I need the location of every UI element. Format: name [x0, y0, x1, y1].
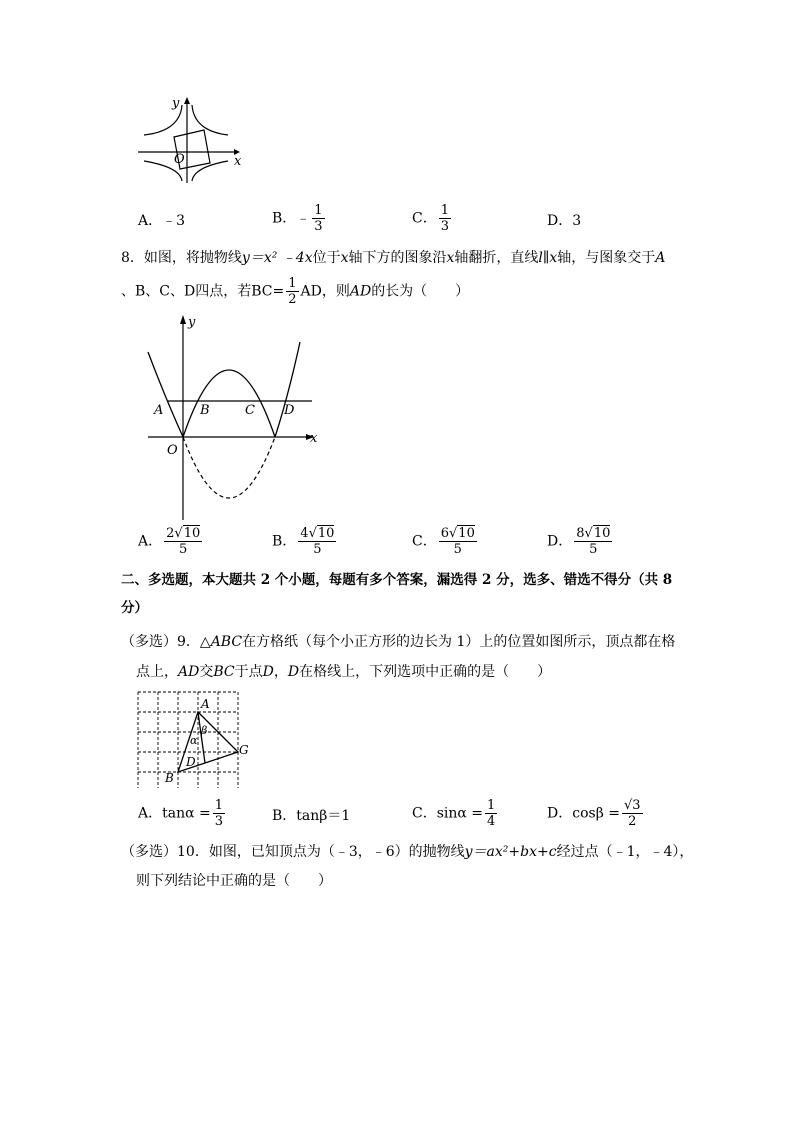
parabola-right-arm	[275, 342, 300, 437]
segment-ad	[198, 712, 208, 763]
q7-option-d: D．3	[547, 213, 582, 229]
origin-label: O	[167, 443, 178, 458]
y-axis-arrow	[184, 97, 190, 104]
point-a-label: A	[154, 403, 164, 418]
q7-option-a: A．﹣3	[138, 213, 186, 229]
q9-figure	[134, 688, 262, 788]
origin-label: O	[174, 152, 185, 167]
label-a: A	[201, 697, 210, 711]
q8-option-a: A． $\frac{2√10}{5}$	[138, 526, 201, 557]
label-alpha: α	[190, 734, 198, 747]
hyperbola-branch	[192, 105, 228, 135]
q10-stem-line1: （多选）10．如图，已知顶点为（﹣3，﹣6）的抛物线y＝ax²+bx+c经过点（﹣1，﹣4），	[121, 844, 694, 860]
q9-option-b: B．tanβ＝1	[272, 808, 351, 824]
y-label: y	[188, 315, 196, 330]
q8-stem-line2: 、B、C、D四点，若BC= $\frac{1}{2}$ AD，则AD的长为（ ）	[121, 276, 470, 307]
q7-figure	[130, 95, 250, 185]
q8-option-c: C． $\frac{6√10}{5}$	[412, 526, 475, 557]
q7-option-c: C． $\frac{1}{3}$	[412, 203, 449, 234]
label-g: G	[239, 743, 249, 757]
flipped-arch	[183, 370, 275, 437]
q9-stem-line2: 点上，AD交BC于点D，D在格线上，下列选项中正确的是（ ）	[136, 664, 552, 680]
q9-option-d: D．cosβ = $\frac{√3}{2}$	[547, 798, 641, 829]
label-d: D	[186, 755, 196, 769]
q9-option-a: A．tanα = $\frac{1}{3}$	[138, 798, 224, 829]
y-label: y	[172, 96, 180, 111]
point-c-label: C	[245, 403, 255, 418]
x-label: x	[234, 154, 242, 169]
hyperbola-branch	[192, 161, 228, 181]
parabola-left-arm	[148, 352, 183, 437]
q10-stem-line2: 则下列结论中正确的是（ ）	[136, 873, 332, 889]
q8-option-d: D． $\frac{8√10}{5}$	[547, 526, 611, 557]
q9-stem-line1: （多选）9．△ABC在方格纸（每个小正方形的边长为 1）上的位置如图所示，顶点都在格	[121, 634, 676, 650]
point-b-label: B	[200, 403, 210, 418]
q8-option-b: B． $\frac{4√10}{5}$	[272, 526, 335, 557]
point-d-label: D	[284, 403, 295, 418]
q9-option-c: C．sinα = $\frac{1}{4}$	[412, 798, 496, 829]
q8-figure	[140, 312, 330, 522]
y-axis-arrow	[180, 315, 186, 324]
original-dashed-part	[183, 437, 275, 498]
q8-stem-line1: 8．如图，将抛物线y＝x² ﹣4x位于x轴下方的图象沿x轴翻折，直线l∥x轴，与图象交于A	[121, 250, 666, 266]
q7-option-b: B．﹣ $\frac{1}{3}$	[272, 203, 323, 234]
x-label: x	[310, 431, 318, 446]
section2-heading-line2: 分）	[121, 600, 148, 616]
label-beta: β	[201, 724, 208, 737]
label-b: B	[165, 771, 174, 785]
section2-heading-line1: 二、多选题，本大题共 2 个小题，每题有多个答案，漏选得 2 分，选多、错选不得分（共 8	[121, 572, 673, 588]
